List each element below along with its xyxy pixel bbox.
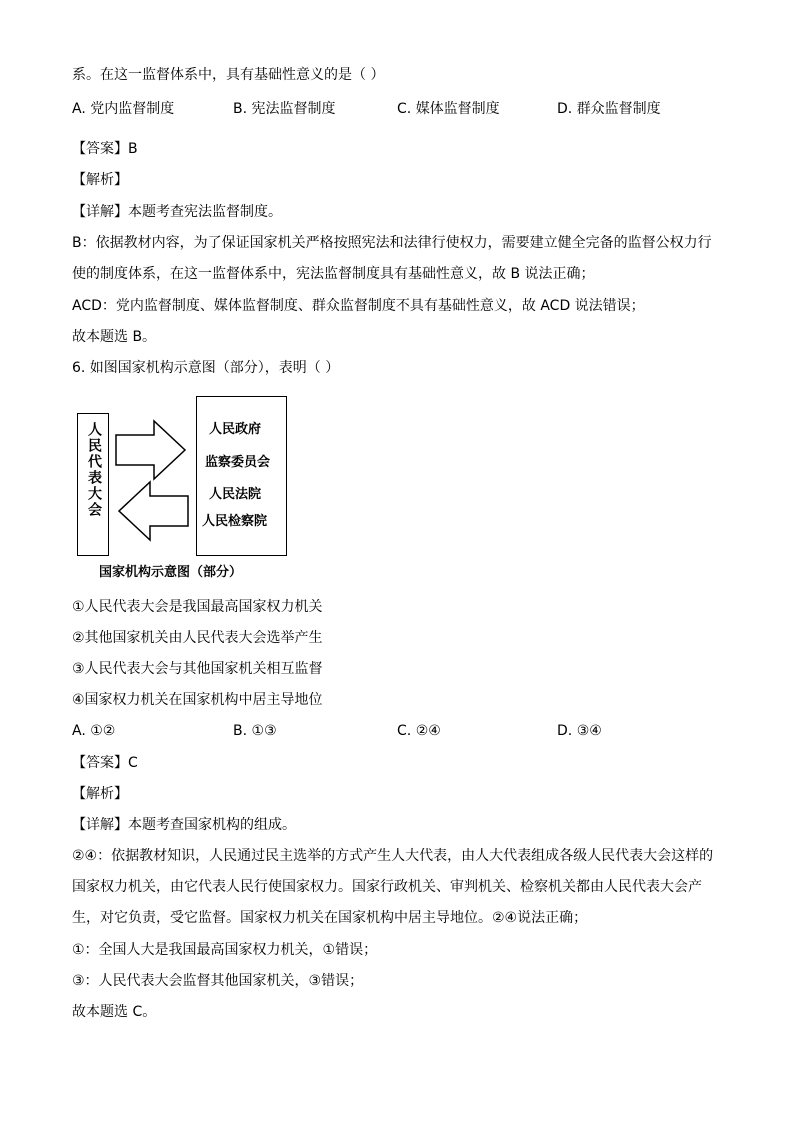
q5-option-a: A. 党内监督制度 (72, 101, 175, 117)
q6-explain-3: 生，对它负责，受它监督。国家权力机关在国家机构中居主导地位。②④说法正确； (72, 910, 588, 926)
q6-explain-4: ①：全国人大是我国最高国家权力机关，①错误； (72, 942, 378, 958)
procuratorate-label: 人民检察院 (202, 514, 268, 529)
q6-stem: 6. 如图国家机构示意图（部分），表明（ ） (72, 360, 340, 376)
gov-label: 人民政府 (209, 422, 262, 437)
q6-detail: 【详解】本题考查国家机构的组成。 (72, 817, 296, 833)
q5-option-b: B. 宪法监督制度 (233, 101, 336, 117)
supervisory-label: 监察委员会 (205, 455, 271, 470)
diagram-caption: 国家机构示意图（部分） (99, 565, 243, 580)
q5-stem-tail: 系。在这一监督体系中，具有基础性意义的是（ ） (72, 67, 385, 83)
q5-detail: 【详解】本题考查宪法监督制度。 (72, 204, 282, 220)
right-arrow (116, 421, 185, 479)
q5-option-c: C. 媒体监督制度 (397, 101, 500, 117)
state-organs-box (196, 396, 287, 556)
q6-explain-5: ③：人民代表大会监督其他国家机关，③错误； (72, 973, 364, 989)
q5-explain-3: ACD：党内监督制度、媒体监督制度、群众监督制度不具有基础性意义，故 ACD 说法错误； (72, 298, 645, 314)
q5-explain-1: B：依据教材内容，为了保证国家机关严格按照宪法和法律行使权力，需要建立健全完备的监督公权力行 (72, 235, 712, 251)
q6-option-a: A. ①② (72, 723, 116, 739)
q6-option-d: D. ③④ (557, 723, 602, 739)
npc-label: 人民代表大会 (86, 422, 102, 518)
q6-option-c: C. ②④ (397, 723, 441, 739)
q6-statement-1: ①人民代表大会是我国最高国家权力机关 (72, 599, 323, 615)
q6-analysis-heading: 【解析】 (72, 786, 128, 802)
q6-answer: 【答案】C (72, 755, 138, 771)
q5-answer: 【答案】B (72, 141, 138, 157)
q6-statement-2: ②其他国家机关由人民代表大会选举产生 (72, 630, 323, 646)
q6-option-b: B. ①③ (233, 723, 277, 739)
q6-conclusion: 故本题选 C。 (72, 1004, 157, 1020)
q6-explain-2: 国家权力机关，由它代表人民行使国家权力。国家行政机关、审判机关、检察机关都由人民代表大会产 (72, 879, 702, 895)
q6-statement-3: ③人民代表大会与其他国家机关相互监督 (72, 661, 323, 677)
q5-option-d: D. 群众监督制度 (557, 101, 661, 117)
q5-conclusion: 故本题选 B。 (72, 329, 157, 345)
q5-explain-2: 使的制度体系，在这一监督体系中，宪法监督制度具有基础性意义，故 B 说法正确； (72, 266, 595, 282)
q6-explain-1: ②④：依据教材知识，人民通过民主选举的方式产生人大代表，由人大代表组成各级人民代表大会这样的 (72, 848, 714, 864)
q5-analysis-heading: 【解析】 (72, 172, 128, 188)
q6-statement-4: ④国家权力机关在国家机构中居主导地位 (72, 692, 323, 708)
state-organs-diagram (72, 393, 312, 583)
court-label: 人民法院 (209, 487, 262, 502)
left-arrow (119, 482, 188, 540)
